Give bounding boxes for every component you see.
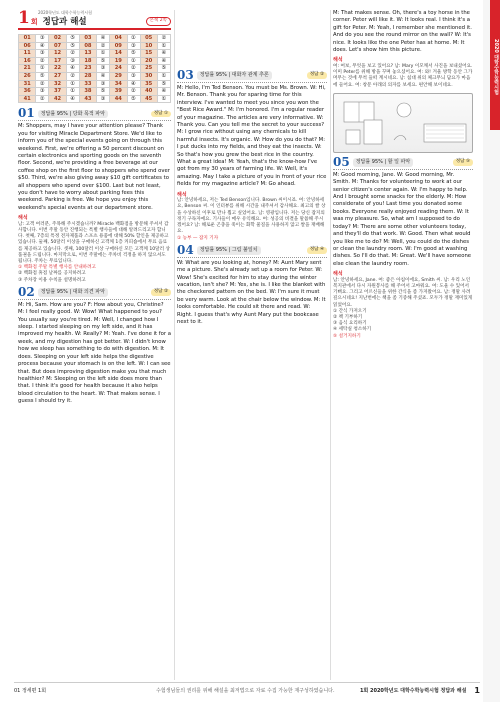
section-title: 정답률 95% | 그림 불일치 xyxy=(197,246,261,255)
footer xyxy=(14,682,480,694)
question-number: 26 xyxy=(19,72,36,80)
answer-mark: ④ xyxy=(157,57,170,65)
answer-mark: ② xyxy=(127,65,140,73)
answer-table xyxy=(18,34,171,103)
round-suffix: 회 xyxy=(30,18,38,27)
answer-mark: ⑤ xyxy=(157,80,170,88)
question-number: 42 xyxy=(49,95,66,103)
question-number: 08 xyxy=(79,42,96,50)
option-05c: ③ 음식 요리하기 xyxy=(333,321,367,327)
answer-mark: ② xyxy=(36,95,49,103)
answer-mark: ④ xyxy=(157,88,170,96)
question-number: 15 xyxy=(140,50,157,58)
page-title: 정답과 해설 xyxy=(42,17,87,28)
label-haeseok: 해석 xyxy=(177,191,187,198)
option-01c: ③ 주차장 이용 수칙을 설명하려고 xyxy=(18,277,86,283)
section-05-header xyxy=(333,154,473,170)
answer-mark: ⑤ xyxy=(66,35,79,43)
section-number: 04 xyxy=(177,242,194,257)
section-title: 정답률 95% | 할 일 파악 xyxy=(353,158,414,167)
section-title: 정답률 95% | 대화 의견 파악 xyxy=(38,288,108,297)
section-answer: 정답 ① xyxy=(151,111,171,118)
question-number: 25 xyxy=(140,65,157,73)
answer-mark: ④ xyxy=(157,50,170,58)
answer-row xyxy=(19,35,171,43)
question-number: 12 xyxy=(49,50,66,58)
page-ref-badge: 본책 2쪽 xyxy=(146,17,171,26)
answer-mark: ③ xyxy=(127,42,140,50)
answer-mark: ① xyxy=(97,50,110,58)
answer-mark: ① xyxy=(66,88,79,96)
answer-mark: ③ xyxy=(97,95,110,103)
room-drawing xyxy=(334,94,472,152)
section-03-header xyxy=(177,70,327,83)
answer-mark: ② xyxy=(127,88,140,96)
question-number: 10 xyxy=(140,42,157,50)
question-number: 44 xyxy=(110,95,127,103)
round-number: 1 xyxy=(18,8,30,28)
option-03: ① 농부 — 잡지 기자 xyxy=(177,235,219,241)
question-number: 02 xyxy=(49,35,66,43)
question-number: 22 xyxy=(49,65,66,73)
option-05a: ① 간식 가져오기 xyxy=(333,308,367,314)
answer-mark: ① xyxy=(157,42,170,50)
dialogue-02: M: Hi, Sam. How are you? F: How about you, Christine? M: I feel really good. W: Wow! What happened to you? You usually say you're tired. M: Well, I changed how I sleep. I started sleeping on my left side, and it has improved my health. W: Really? M: Yeah. I've done it for a week, and my digestion has got better. W: I didn't know how we sleep has something to do with digestion. M: It does. Sleeping on your left side helps the digestive process because your stomach is on the left. W: I can see that. But does improving digestion make you that much healthier? M: Sleeping on the left side does more than that. I think it's good for health because it also helps blood circulation to the heart. W: That makes sense. I guess I should try it. xyxy=(18,301,172,405)
question-number: 38 xyxy=(79,88,96,96)
section-04-header xyxy=(177,242,327,258)
question-number: 21 xyxy=(19,65,36,73)
translation-04: 여: 여보, 무엇을 보고 있어요? 남: Mary 이모께서 사진을 보내셨어요. 이미 Peter를 위해 방을 꾸며 놓으셨어요. 여: 와! 겨울 방학 동안 그가 머무는 것에 무척 들떠 계시네요. 남: 침대 위의 체크무늬 담요가 마음에 들어요. 여: 창문 아래의 의자를 보세요. 편안해 보이네요. xyxy=(333,64,473,88)
answer-mark: ④ xyxy=(36,42,49,50)
answer-row xyxy=(19,42,171,50)
dialogue-04-cont: M: That makes sense. Oh, there's a toy horse in the corner. Peter will like it. W: It looks real. I think it's a gift for Peter. M: Yeah, I remember she mentioned it. And do you see the round mirror on the wall? W: It's nice. It looks like the one Peter has at home. M: It does. Let's show him this picture. xyxy=(333,10,472,54)
question-number: 09 xyxy=(110,42,127,50)
question-number: 34 xyxy=(110,80,127,88)
section-title: 정답률 95% | 당화 목적 파악 xyxy=(38,110,108,119)
page-number: 1 xyxy=(474,685,480,695)
footer-right: 1회 2020학년도 대학수학능력시험 정답과 해설 xyxy=(359,687,467,694)
answer-mark: ① xyxy=(157,95,170,103)
answer-mark: ③ xyxy=(36,50,49,58)
answer-mark: ② xyxy=(36,80,49,88)
answer-row xyxy=(19,88,171,96)
answer-mark: ③ xyxy=(127,72,140,80)
option-05b: ② 책 기부하기 xyxy=(333,314,363,320)
answer-mark: ④ xyxy=(66,95,79,103)
dialogue-05: M: Good morning, Jane. W: Good morning, Mr. Smith. M: Thanks for volunteering to work at our senior citizen's center again. W: I'm happy to help. And I brought some snacks for the elderly. M: How considerate of you! Last time you donated some books. Everyone really enjoyed reading them. W: It was my pleasure. So, what am I supposed to do today? M: There are some other volunteers today, and they'll do that work. W: Good. Then what would you like me to do? M: Well, you could do the dishes or clean the laundry room. W: I'm good at washing dishes. So I'll do that. M: Great. We'll have someone else clean the laundry room. xyxy=(333,171,472,267)
question-number: 40 xyxy=(140,88,157,96)
option-05d: ④ 세탁실 청소하기 xyxy=(333,327,372,333)
section-number: 03 xyxy=(177,68,194,82)
question-number: 18 xyxy=(79,57,96,65)
answer-mark: ④ xyxy=(97,35,110,43)
dialogue-01: M: Shoppers, may I have your attention please? Thank you for visiting Miracle Department Store. We'd like to inform you of the special events going on through this weekend. First, we're offering a 50 percent discount on certain electronics and sporting goods on the seventh floor. Second, we're providing a free beverage at our coffee shop on the first floor to shoppers who spend over $50. Third, we're also giving away $10 gift certificates to all shoppers who spend over $100. Last but not least, you don't have to worry about parking fees this weekend. Parking is free. We hope you enjoy this weekend's special events at our department store. xyxy=(18,123,170,211)
option-05e: ⑤ 설거지하기 xyxy=(333,333,361,339)
question-number: 20 xyxy=(140,57,157,65)
question-number: 39 xyxy=(110,88,127,96)
label-haeseok: 해석 xyxy=(333,271,343,278)
answer-mark: ⑤ xyxy=(66,42,79,50)
column-left xyxy=(18,10,171,406)
answer-mark: ④ xyxy=(127,80,140,88)
side-tab: 2020 대학수학능력시험 xyxy=(490,0,500,130)
answer-mark: ① xyxy=(36,65,49,73)
answer-mark: ② xyxy=(157,35,170,43)
column-middle xyxy=(177,10,327,326)
question-number: 07 xyxy=(49,42,66,50)
question-number: 43 xyxy=(79,95,96,103)
question-number: 32 xyxy=(49,80,66,88)
answer-mark: ③ xyxy=(36,35,49,43)
question-number: 23 xyxy=(79,65,96,73)
section-answer: 정답 ⑤ xyxy=(453,159,473,166)
exam-subtitle: 2020학년도 대학수학능력시험 xyxy=(38,10,92,15)
answer-row xyxy=(19,57,171,65)
translation-03: 남: 안녕하세요, 저는 Ted Benson입니다. Brown 씨이시죠. 여: 안녕하세요, Benson 씨. 이 인터뷰를 위해 시간을 내주셔서 감사해요. 최고의 쌀 상을 수상하신 이후로 만나 뵙고 싶었어요. 남: 영광입니다. 저는 당신 잡지의 정기 구독자예요. 기사들이 매우 유익해요. 여: 성공의 비결을 말씀해 주시겠어요? 남: 해로운 곤충을 죽이는 화학 물질을 사용하지 않고 쌀을 재배해요. xyxy=(177,198,326,235)
answer-mark: ① xyxy=(127,57,140,65)
answer-mark: ② xyxy=(97,42,110,50)
question-number: 28 xyxy=(79,72,96,80)
answer-mark: ② xyxy=(66,72,79,80)
question-number: 29 xyxy=(110,72,127,80)
question-number: 13 xyxy=(79,50,96,58)
question-number: 37 xyxy=(49,88,66,96)
answer-mark: ① xyxy=(127,35,140,43)
answer-mark: ④ xyxy=(66,65,79,73)
translation-01: 남: 고객 여러분, 주목해 주시겠습니까? Miracle 백화점을 방문해 주셔서 감사합니다. 이번 주말 동안 진행되는 특별 행사들에 대해 알려드리고자 합니다. 첫째, 7층의 특정 전자제품과 스포츠 용품에 대해 50% 할인을 제공하고 있습니다. 둘째, 50달러 이상을 구매하신 고객께 1층 커피숍에서 무료 음료를 제공하고 있습니다. 셋째, 100달러 이상 구매하신 모든 고객께 10달러 상품권을 드립니다. 마지막으로, 이번 주말에는 주차비 걱정을 하지 않으셔도 됩니다. 주차는 무료입니다. xyxy=(18,221,170,265)
answer-row xyxy=(19,72,171,80)
answer-header xyxy=(18,10,171,30)
question-number: 16 xyxy=(19,57,36,65)
question-number: 30 xyxy=(140,72,157,80)
answer-mark: ③ xyxy=(97,65,110,73)
answer-mark: ① xyxy=(66,80,79,88)
question-number: 41 xyxy=(19,95,36,103)
answer-mark: ③ xyxy=(97,80,110,88)
question-number: 01 xyxy=(19,35,36,43)
section-number: 02 xyxy=(18,284,35,299)
question-number: 14 xyxy=(110,50,127,58)
label-haeseok: 해석 xyxy=(18,215,28,222)
question-number: 03 xyxy=(79,35,96,43)
question-number: 11 xyxy=(19,50,36,58)
answer-mark: ⑤ xyxy=(127,95,140,103)
question-number: 35 xyxy=(140,80,157,88)
question-number: 05 xyxy=(140,35,157,43)
label-haeseok: 해석 xyxy=(333,57,343,64)
answer-mark: ⑤ xyxy=(157,65,170,73)
section-number: 05 xyxy=(333,154,350,169)
footer-notice: 수험생님들의 권리를 위해 해설을 최저법으로 자료 수집 가능한 재구성하였습니다. xyxy=(156,687,335,694)
question-number: 19 xyxy=(110,57,127,65)
question-number: 17 xyxy=(49,57,66,65)
answer-mark: ⑤ xyxy=(97,57,110,65)
column-divider xyxy=(174,10,175,680)
section-answer: 정답 ② xyxy=(151,289,171,296)
answer-row xyxy=(19,95,171,103)
room-illustration xyxy=(333,93,473,153)
question-number: 24 xyxy=(110,65,127,73)
question-number: 45 xyxy=(140,95,157,103)
answer-row xyxy=(19,50,171,58)
side-tab-track xyxy=(483,0,500,702)
answer-mark: ⑤ xyxy=(127,50,140,58)
answer-mark: ⑤ xyxy=(36,72,49,80)
section-title: 정답률 95% | 대화자 관계 추론 xyxy=(197,71,272,80)
question-number: 33 xyxy=(79,80,96,88)
question-number: 06 xyxy=(19,42,36,50)
answer-row xyxy=(19,80,171,88)
answer-row xyxy=(19,65,171,73)
translation-05: 남: 안녕하세요, Jane. 여: 좋은 아침이에요, Smith 씨. 남: 우리 노인 복지관에서 다시 자원봉사를 해 주어서 고마워요. 여: 도울 수 있어서 기뻐요. 그리고 어르신들을 위한 간식을 좀 가져왔어요. 남: 정말 사려 깊으시네요! 지난번에는 책을 좀 기증해 주셨죠. 모두가 정말 재미있게 읽었어요. xyxy=(333,277,473,308)
dialogue-04: W: What are you looking at, honey? M: Aunt Mary sent me a picture. She's already set up a room for Peter. W: Wow! She's excited for him to stay during the winter vacation, isn't she? M: Yes, she is. I like the blanket with the checkered pattern on the bed. W: I'm sure it must be very warm. Look at the chair below the window. M: It looks comfortable. He could sit there and read. W: Right. I guess that's why Aunt Mary put the bookcase next to it. xyxy=(177,259,326,325)
section-number: 01 xyxy=(18,106,35,121)
answer-mark: ④ xyxy=(97,72,110,80)
question-number: 27 xyxy=(49,72,66,80)
column-divider xyxy=(330,10,331,680)
section-01-header xyxy=(18,108,171,121)
footer-left: 01 정세편 1회 xyxy=(14,687,47,694)
answer-mark: ⑤ xyxy=(97,88,110,96)
question-number: 31 xyxy=(19,80,36,88)
dialogue-03: M: Hello, I'm Ted Benson. You must be Ms. Brown. W: Hi, Mr. Benson. Thank you for sparing time for this interview. I've wanted to meet you since you won the "Best Rice Award." M: I'm honored. I'm a regular reader of your magazine. The articles are very informative. W: Thank you. Can you tell me the secret to your success? M: I grow rice without using any chemicals to kill harmful insects. It's organic. W: How do you do that? M: I put ducks into my fields, and they eat the insects. W: So that's how you grew the best rice in the country. What a great idea! M: Yeah, that's the know-how I've got from my 30 years of farming life. W: Well, it's amazing. May I take a picture of you in front of your rice fields for my magazine article? M: Go ahead. xyxy=(177,85,327,188)
section-answer: 정답 ④ xyxy=(307,247,327,254)
answer-mark: ③ xyxy=(36,88,49,96)
column-right xyxy=(333,10,473,340)
answer-mark: ③ xyxy=(66,57,79,65)
option-01a: ① 백화점 주말 특별 행사를 안내하려고 xyxy=(18,265,96,271)
answer-mark: ① xyxy=(157,72,170,80)
section-answer: 정답 ② xyxy=(307,72,327,79)
question-number: 04 xyxy=(110,35,127,43)
option-01b: ② 백화점 휴점 날짜를 공지하려고 xyxy=(18,271,86,277)
section-02-header xyxy=(18,284,171,300)
answer-mark: ② xyxy=(66,50,79,58)
question-number: 36 xyxy=(19,88,36,96)
answer-mark: ② xyxy=(36,57,49,65)
